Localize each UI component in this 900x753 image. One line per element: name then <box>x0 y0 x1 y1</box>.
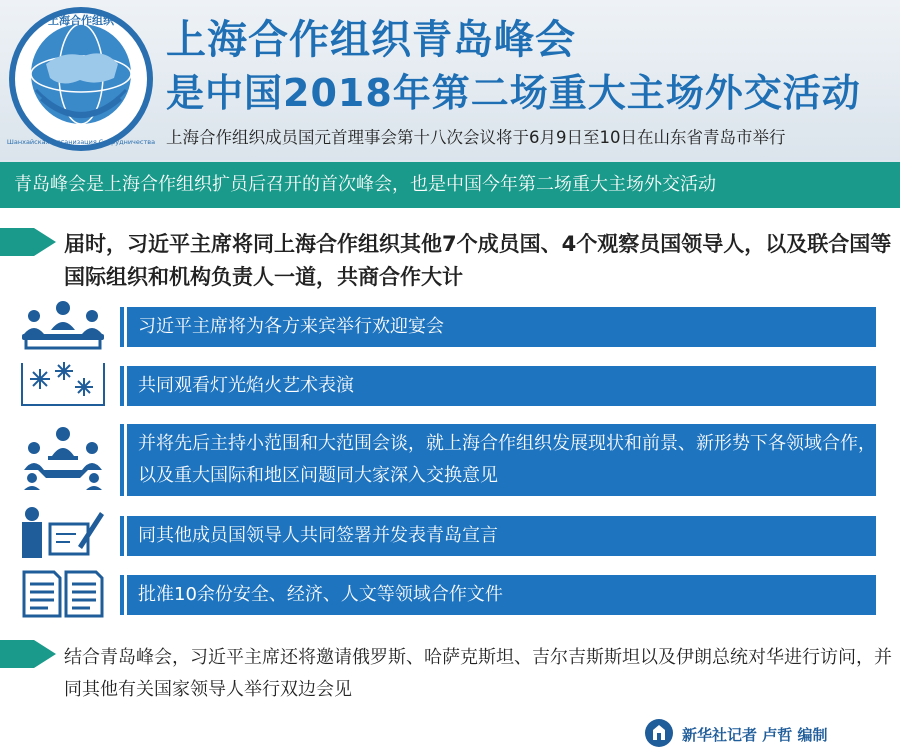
item-bar-4 <box>120 516 876 556</box>
fireworks-icon <box>18 357 108 407</box>
item-bar-2 <box>120 366 876 406</box>
item-text-4: 同其他成员国领导人共同签署并发表青岛宣言 <box>138 525 498 546</box>
item-bar-5 <box>120 575 876 615</box>
teal-banner: 青岛峰会是上海合作组织扩员后召开的首次峰会，也是中国今年第二场重大主场外交活动 <box>0 162 900 208</box>
page-title-line1: 上海合作组织青岛峰会 <box>166 17 576 63</box>
lead-marker-arrow <box>34 228 56 256</box>
page-title-line2: 是中国2018年第二场重大主场外交活动 <box>166 71 861 115</box>
xinhua-emblem-icon <box>644 718 674 748</box>
item-text-1: 习近平主席将为各方来宾举行欢迎宴会 <box>138 316 444 337</box>
closing-marker-arrow <box>34 640 56 668</box>
item-bar-1 <box>120 307 876 347</box>
item-text-5: 批准10余份安全、经济、人文等领域合作文件 <box>138 584 503 605</box>
lead-marker <box>0 228 34 256</box>
sco-logo <box>6 4 156 154</box>
meeting-icon <box>18 426 108 490</box>
item-text-2: 共同观看灯光焰火艺术表演 <box>138 375 354 396</box>
page-subtitle: 上海合作组织成员国元首理事会第十八次会议将于6月9日至10日在山东省青岛市举行 <box>166 128 786 147</box>
svg-text:Шанхайская Организация Сотрудн: Шанхайская Организация Сотрудничества <box>6 138 156 146</box>
svg-text:上海合作组织: 上海合作组织 <box>48 14 114 27</box>
footer-credit: 新华社记者 卢哲 编制 <box>682 726 828 744</box>
signing-icon <box>18 506 108 558</box>
lead-paragraph: 届时，习近平主席将同上海合作组织其他7个成员国、4个观察员国领导人，以及联合国等国际组织和机构负责人一道，共商合作大计 <box>64 232 892 289</box>
documents-icon <box>18 568 108 620</box>
closing-paragraph: 结合青岛峰会，习近平主席还将邀请俄罗斯、哈萨克斯坦、吉尔吉斯斯坦以及伊朗总统对华进行访问，并同其他有关国家领导人举行双边会见 <box>64 647 892 700</box>
item-text-3: 并将先后主持小范围和大范围会谈，就上海合作组织发展现状和前景、新形势下各领域合作，以及重大国际和地区问题同大家深入交换意见 <box>138 433 876 486</box>
banquet-icon <box>18 300 108 350</box>
closing-marker <box>0 640 34 668</box>
header <box>0 0 900 160</box>
item-bar-3 <box>120 424 876 496</box>
